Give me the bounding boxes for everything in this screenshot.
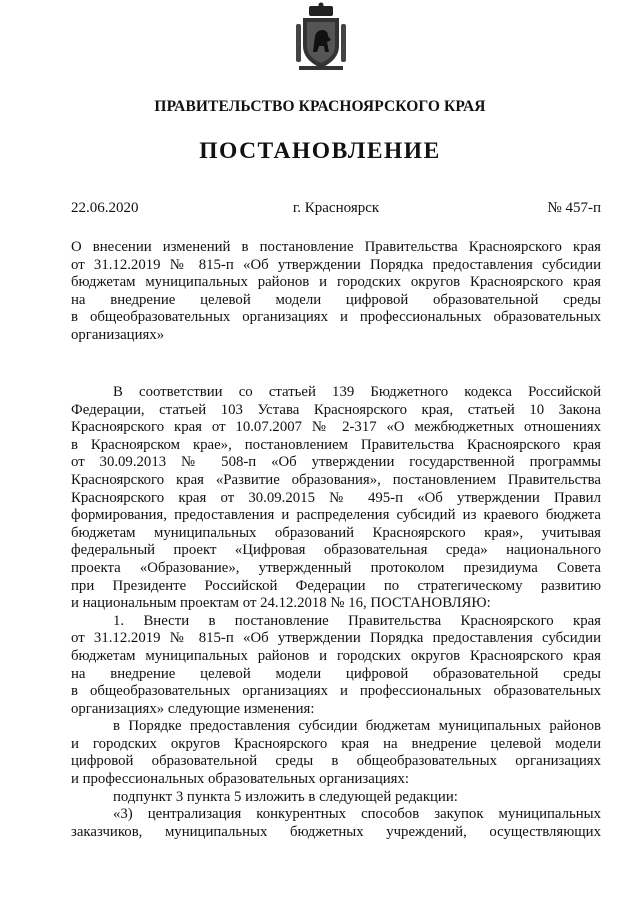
body-line: организациях» следующие изменения: <box>71 700 315 717</box>
body-line: В соответствии со статьей 139 Бюджетного кодекса Российской <box>113 384 601 400</box>
document-type-title: ПОСТАНОВЛЕНИЕ <box>199 138 441 164</box>
document-date: 22.06.2020 <box>71 200 139 216</box>
subject-line: от 31.12.2019 № 815-п «Об утверждении Порядка предоставления субсидии <box>71 256 601 273</box>
subject-line: на внедрение целевой модели цифровой образовательной среды <box>71 291 601 308</box>
body-line: при Президенте Российской Федерации по стратегическому развитию <box>71 577 601 594</box>
body-line: Красноярского края «Развитие образования», постановлением Правительства <box>71 471 601 488</box>
body-line: подпункт 3 пункта 5 изложить в следующей редакции: <box>113 788 458 805</box>
document-city: г. Красноярск <box>292 200 380 216</box>
body-line: Красноярского края от 30.09.2015 № 495-п «Об утверждении Правил <box>71 489 601 506</box>
document-number: № 457-п <box>547 200 601 216</box>
body-line: Красноярского края от 10.07.2007 № 2-317 «О межбюджетных отношениях <box>71 419 601 436</box>
subject-line: организациях» <box>71 326 165 343</box>
body-line: и профессиональных образовательных организациях: <box>71 771 410 788</box>
document-meta-row <box>71 200 601 217</box>
body-line: от 30.09.2013 № 508-п «Об утверждении государственной программы <box>71 454 601 471</box>
coat-of-arms-icon <box>295 2 347 72</box>
body-line: и городских округов Красноярского края на внедрение целевой модели <box>71 735 601 752</box>
document-body <box>71 384 601 841</box>
body-line: заказчиков, муниципальных бюджетных учреждений, осуществляющих <box>71 823 601 840</box>
body-line: цифровой образовательной среды в общеобразовательных организациях <box>71 753 601 770</box>
body-line: в Порядке предоставления субсидии бюджетам муниципальных районов <box>113 718 601 735</box>
subject-line: в общеобразовательных организациях и профессиональных образовательных <box>71 309 601 326</box>
body-line: бюджетам муниципальных районов и городских округов Красноярского края <box>71 647 601 664</box>
body-line: Федерации, статьей 103 Устава Красноярского края, статьей 10 Закона <box>71 401 601 418</box>
body-line: федеральный проект «Цифровая образовательная среда» национального <box>71 542 601 559</box>
body-line: проекта «Образование», утвержденный протоколом президиума Совета <box>71 559 601 576</box>
body-line: на внедрение целевой модели цифровой образовательной среды <box>71 665 601 682</box>
subject-line: О внесении изменений в постановление Правительства Красноярского края <box>71 239 601 255</box>
body-line: в Красноярском крае», постановлением Правительства Красноярского края <box>71 436 601 453</box>
body-line: и национальным проектам от 24.12.2018 № 16, ПОСТАНОВЛЯЮ: <box>71 595 491 612</box>
government-name: ПРАВИТЕЛЬСТВО КРАСНОЯРСКОГО КРАЯ <box>154 98 486 115</box>
body-line: в общеобразовательных организациях и профессиональных образовательных <box>71 683 601 700</box>
subject-line: бюджетам муниципальных районов и городских округов Красноярского края <box>71 274 601 291</box>
body-line: от 31.12.2019 № 815-п «Об утверждении Порядка предоставления субсидии <box>71 630 601 647</box>
body-line: «3) централизация конкурентных способов закупок муниципальных <box>113 806 601 823</box>
document-subject <box>71 239 601 345</box>
body-line: формирования, предоставления и распределения субсидий из краевого бюджета <box>71 507 601 524</box>
body-line: 1. Внести в постановление Правительства Красноярского края <box>113 612 601 629</box>
body-line: бюджетам муниципальных образований Красноярского края», учитывая <box>71 524 601 541</box>
